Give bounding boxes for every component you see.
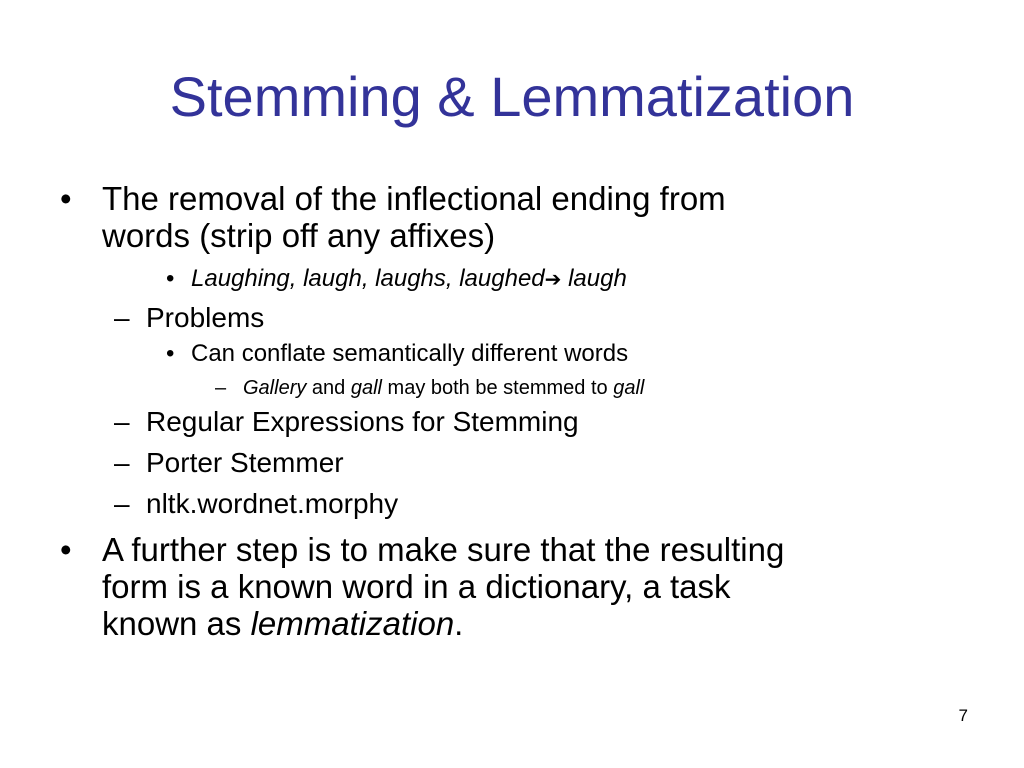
bullet-1-2-marker: – [114, 302, 130, 333]
bullet-1-4-text: Porter Stemmer [146, 447, 344, 478]
bullet-2-line-3 [102, 605, 463, 642]
text-stemmed-to: may both be stemmed to [381, 377, 614, 399]
bullet-1-2-text: Problems [146, 302, 265, 333]
bullet-1-line-2: words (strip off any affixes) [102, 217, 496, 254]
bullet-2-line-2: form is a known word in a dictionary, a task [102, 568, 731, 605]
word-gall-result: gall [613, 377, 645, 399]
bullet-1-marker: • [60, 180, 72, 217]
bullet-1-4-marker: – [114, 447, 130, 478]
bullet-1-5-marker: – [114, 488, 130, 519]
bullet-1-2-1-text: Can conflate semantically different words [191, 340, 629, 367]
bullet-2-marker: • [60, 531, 72, 568]
page-number: 7 [958, 706, 968, 725]
word-gall: gall [350, 377, 382, 399]
bullet-1-3-text: Regular Expressions for Stemming [146, 406, 579, 437]
stemming-example [191, 265, 627, 293]
stemming-example-result: laugh [561, 265, 627, 292]
stemming-example-words: Laughing, laugh, laughs, laughed [191, 265, 545, 292]
bullet-1-2-1-1-marker: – [215, 377, 227, 399]
slide-title: Stemming & Lemmatization [169, 65, 855, 128]
bullet-1-3-marker: – [114, 406, 130, 437]
term-lemmatization: lemmatization [250, 605, 455, 642]
bullet-1-2-1-marker: • [166, 340, 175, 367]
word-gallery: Gallery [243, 377, 307, 399]
bullet-1-1-marker: • [166, 265, 175, 292]
bullet-1-2-1-1-text [243, 376, 644, 400]
bullet-1-5-text: nltk.wordnet.morphy [146, 488, 399, 519]
bullet-1-line-1: The removal of the inflectional ending from [102, 180, 726, 217]
text-and: and [306, 377, 351, 399]
bullet-2-line-3-prefix: known as [102, 605, 251, 642]
bullet-2-line-1: A further step is to make sure that the resulting [102, 531, 785, 568]
bullet-2-line-3-suffix: . [454, 605, 464, 642]
arrow-right-icon: ➔ [544, 267, 562, 291]
